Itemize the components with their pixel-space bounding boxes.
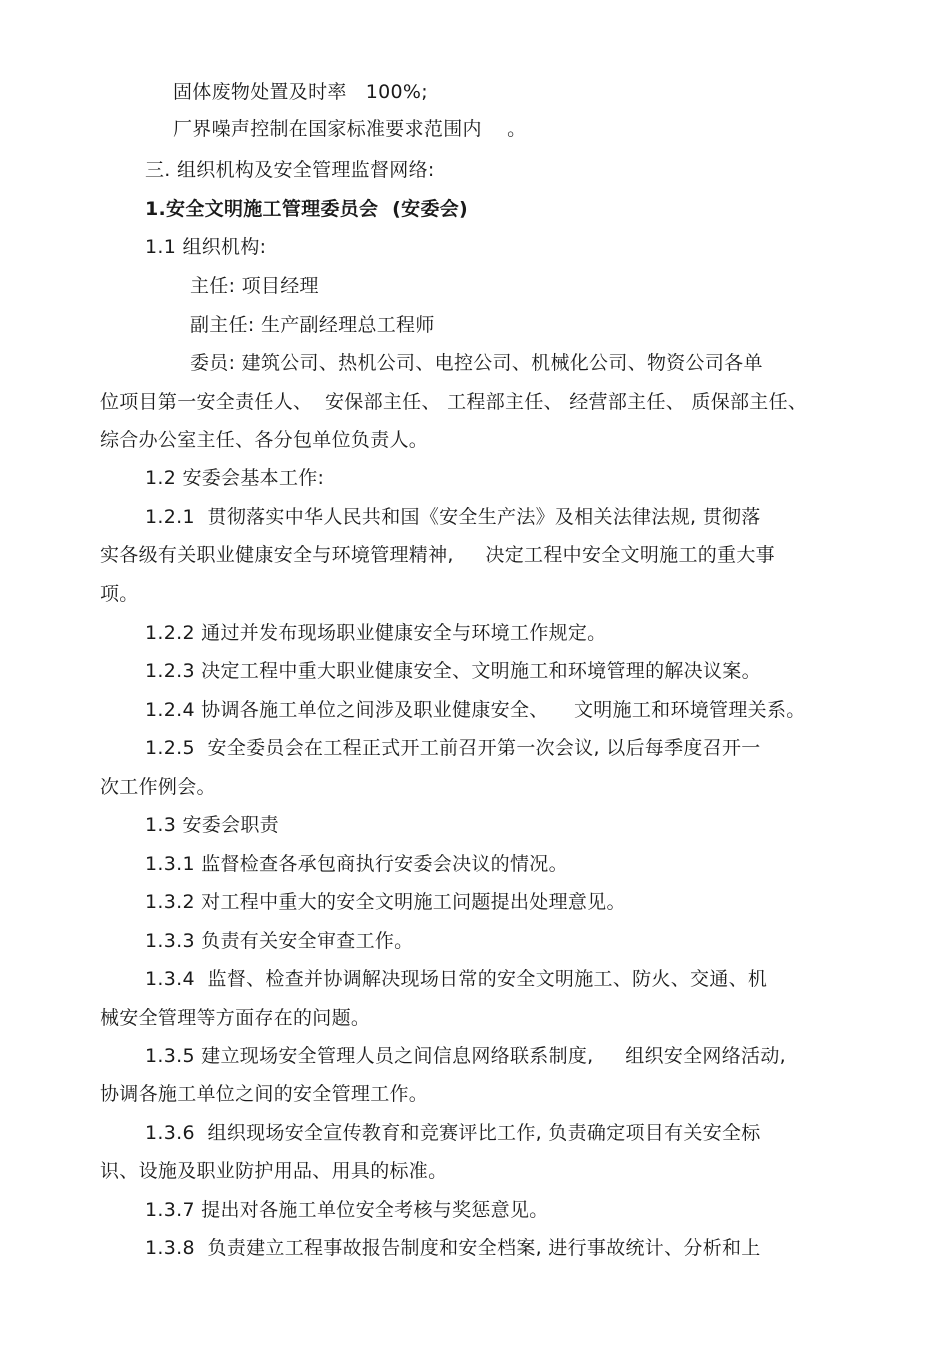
text-line: 实各级有关职业健康安全与环境管理精神, 决定工程中安全文明施工的重大事 <box>100 544 775 566</box>
subsection-heading: 1.3 安委会职责 <box>145 814 279 836</box>
text-line: 次工作例会。 <box>100 776 216 798</box>
text-line: 1.3.6 组织现场安全宣传教育和竞赛评比工作, 负责确定项目有关安全标 <box>145 1122 761 1144</box>
text-line: 1.2.3 决定工程中重大职业健康安全、文明施工和环境管理的解决议案。 <box>145 660 761 682</box>
text-line: 1.2.5 安全委员会在工程正式开工前召开第一次会议, 以后每季度召开一 <box>145 737 761 759</box>
text-line: 厂界噪声控制在国家标准要求范围内 。 <box>173 118 527 140</box>
text-line: 识、设施及职业防护用品、用具的标准。 <box>100 1160 448 1182</box>
text-line: 1.2.2 通过并发布现场职业健康安全与环境工作规定。 <box>145 622 607 644</box>
subsection-heading: 1.安全文明施工管理委员会 (安委会) <box>145 198 469 220</box>
text-line: 项。 <box>100 583 139 605</box>
text-line: 械安全管理等方面存在的问题。 <box>100 1007 371 1029</box>
text-line: 委员: 建筑公司、热机公司、电控公司、机械化公司、物资公司各单 <box>190 352 763 374</box>
text-line: 1.2.1 贯彻落实中华人民共和国《安全生产法》及相关法律法规, 贯彻落 <box>145 506 761 528</box>
text-line: 1.3.8 负责建立工程事故报告制度和安全档案, 进行事故统计、分析和上 <box>145 1237 761 1259</box>
text-line: 1.3.7 提出对各施工单位安全考核与奖惩意见。 <box>145 1199 549 1221</box>
text-line: 协调各施工单位之间的安全管理工作。 <box>100 1083 429 1105</box>
text-line: 位项目第一安全责任人、 安保部主任、 工程部主任、 经营部主任、 质保部主任、 <box>100 391 808 413</box>
text-line: 1.3.5 建立现场安全管理人员之间信息网络联系制度, 组织安全网络活动, <box>145 1045 786 1067</box>
text-line: 1.3.2 对工程中重大的安全文明施工问题提出处理意见。 <box>145 891 626 913</box>
subsection-heading: 1.2 安委会基本工作: <box>145 467 325 489</box>
text-line: 1.3.1 监督检查各承包商执行安委会决议的情况。 <box>145 853 568 875</box>
section-heading: 三. 组织机构及安全管理监督网络: <box>145 159 435 181</box>
text-line: 固体废物处置及时率 100%; <box>173 81 428 103</box>
text-line: 综合办公室主任、各分包单位负责人。 <box>100 429 429 451</box>
text-line: 1.2.4 协调各施工单位之间涉及职业健康安全、 文明施工和环境管理关系。 <box>145 699 806 721</box>
text-line: 主任: 项目经理 <box>190 275 319 297</box>
text-line: 1.3.4 监督、检查并协调解决现场日常的安全文明施工、防火、交通、机 <box>145 968 768 990</box>
text-line: 副主任: 生产副经理总工程师 <box>190 314 435 336</box>
subsection-heading: 1.1 组织机构: <box>145 236 267 258</box>
text-line: 1.3.3 负责有关安全审查工作。 <box>145 930 414 952</box>
